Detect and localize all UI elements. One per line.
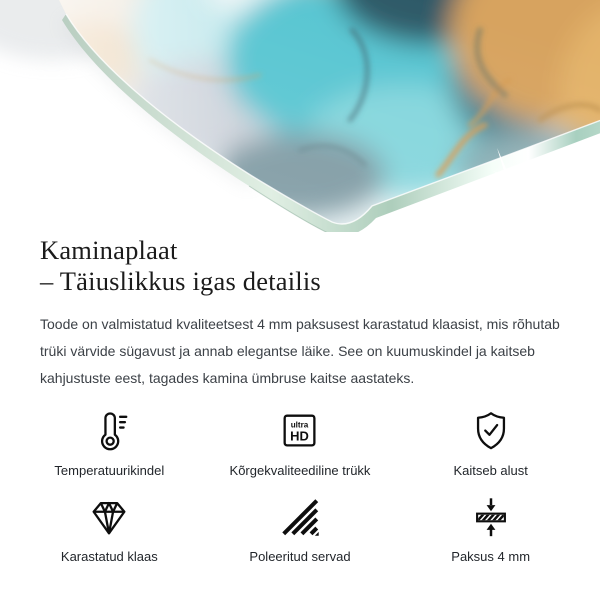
svg-text:HD: HD	[290, 428, 309, 444]
title-line-1: Kaminaplaat	[40, 235, 178, 265]
page-title	[40, 235, 560, 297]
polished-edges-icon	[277, 494, 323, 540]
title-line-2: – Täiuslikkus igas detailis	[40, 266, 321, 296]
feature-label: Poleeritud servad	[249, 549, 351, 564]
feature-label: Temperatuurikindel	[54, 463, 165, 478]
shield-check-icon	[468, 408, 514, 454]
feature-high-quality-print	[205, 408, 396, 478]
compressed-thickness-icon	[468, 494, 514, 540]
feature-label: Kõrgekvaliteediline trükk	[229, 463, 371, 478]
product-description: Toode on valmistatud kvaliteetsest 4 mm paksusest karastatud klaasist, mis rõhutab trüki värvide sügavust ja annab elegantse läike. See on kuumuskindel ja kaitseb kahjustuste eest, tagades kamina ümbruse kaitse aastateks.	[40, 316, 560, 386]
feature-grid	[0, 408, 600, 564]
hero-image	[0, 0, 600, 232]
ultra-hd-icon	[277, 408, 323, 454]
feature-label: Karastatud klaas	[60, 549, 158, 564]
glass-panel-photo	[0, 0, 600, 232]
feature-protects-base	[395, 408, 586, 478]
diamond-icon	[86, 494, 132, 540]
feature-polished-edges	[205, 494, 396, 564]
feature-label: Kaitseb alust	[453, 463, 528, 478]
thermometer-icon	[86, 408, 132, 454]
feature-label: Paksus 4 mm	[451, 549, 531, 564]
feature-tempered-glass	[14, 494, 205, 564]
feature-thickness	[395, 494, 586, 564]
svg-text:ultra: ultra	[290, 420, 309, 430]
feature-temperature-resistant	[14, 408, 205, 478]
glass-panel-artwork	[0, 0, 600, 232]
